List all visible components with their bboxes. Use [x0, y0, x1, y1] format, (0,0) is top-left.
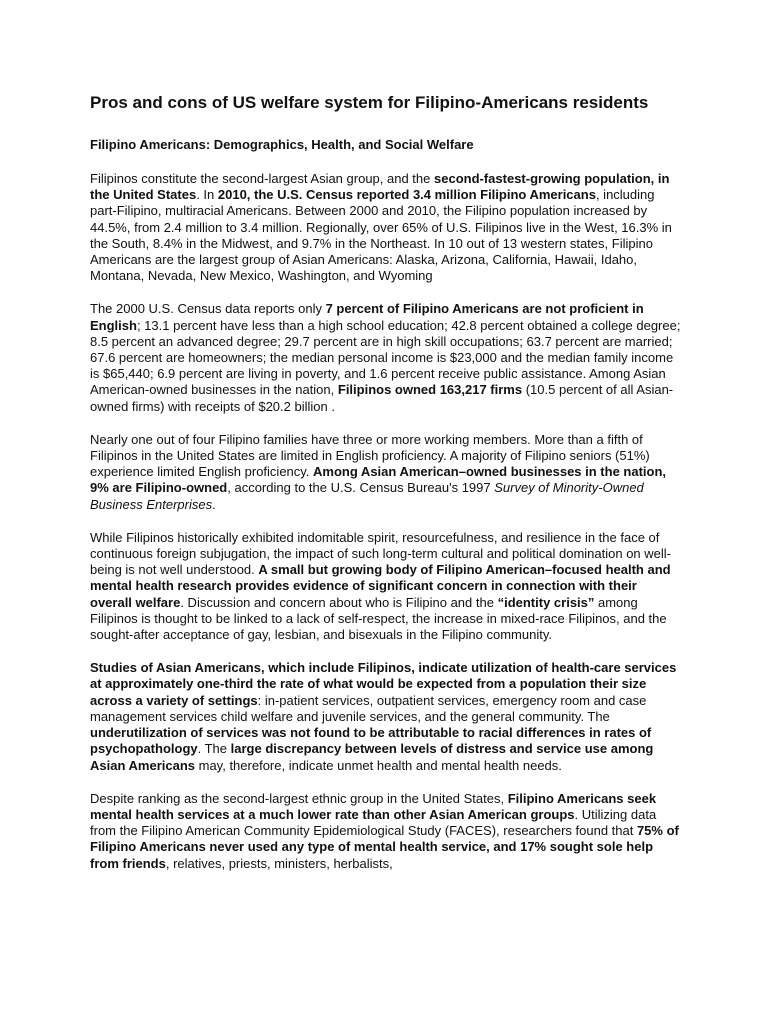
text-run: . Discussion and concern about who is Filipino and the [180, 594, 498, 610]
body-text [90, 171, 682, 872]
section-subtitle: Filipino Americans: Demographics, Health, and Social Welfare [90, 137, 474, 152]
page-title: Pros and cons of US welfare system for Filipino-Americans residents [90, 93, 649, 112]
paragraph-1 [90, 171, 682, 284]
text-run: may, therefore, indicate unmet health and mental health needs. [195, 757, 562, 773]
bold-run: A small but growing body of Filipino American–focused health and mental health research provides evidence of significant concern in connection with their overall welfare [90, 562, 671, 610]
text-run: . The [197, 741, 231, 757]
text-run: , according to the U.S. Census Bureau's 1997 [227, 480, 495, 496]
text-run: Despite ranking as the second-largest ethnic group in the United States, [90, 790, 508, 806]
text-run: (10.5 percent of all Asian-owned firms) with receipts of $20.2 billion . [90, 382, 674, 414]
text-run: . [212, 496, 216, 512]
text-run: Filipinos constitute the second-largest Asian group, and the [90, 171, 434, 186]
text-run: : in-patient services, outpatient services, emergency room and case management services child welfare and juvenile services, and the general community. The [90, 692, 647, 724]
paragraph-5 [90, 660, 682, 773]
bold-run: 7 percent of Filipino Americans are not proficient in English [90, 301, 644, 333]
bold-run: underutilization of services was not found to be attributable to racial differences in rates of psychopathology [90, 725, 652, 757]
bold-run: Studies of Asian Americans, which include Filipinos, indicate utilization of health-care services at approximately one-third the rate of what would be expected from a population their size across a variety of settings [90, 660, 677, 708]
paragraph-3 [90, 432, 682, 513]
bold-run: Filipinos owned 163,217 firms [337, 382, 523, 398]
text-run: , including part-Filipino, multiracial Americans. Between 2000 and 2010, the Filipino population increased by 44.5%, from 2.4 million to 3.4 million. Regionally, over 65% of U.S. Filipinos live in the West, 16.3% in the South, 8.4% in the Midwest, and 9.7% in the Northeast. In 10 out of 13 western states, Filipino Americans are the largest group of Asian Americans: Alaska, Arizona, California, Hawaii, Idaho, Montana, Nevada, New Mexico, Washington, and Wyoming [90, 187, 672, 284]
bold-run: second-fastest-growing population, in the United States [90, 171, 670, 203]
text-run: ; 13.1 percent have less than a high school education; 42.8 percent obtained a college degree; 8.5 percent an advanced degree; 29.7 percent are in high skill occupations; 63.7 percent are married; 67.6 percent are homeowners; the median personal income is $23,000 and the median family income is $65,440; 6.9 percent are living in poverty, and 1.6 percent receive public assistance. Among Asian American-owned businesses in the nation, [90, 317, 681, 398]
paragraph-2 [90, 301, 682, 414]
bold-run: 75% of Filipino Americans never used any type of mental health service, and 17% sought sole help from friends [90, 823, 679, 871]
bold-run: Filipino Americans seek mental health services at a much lower rate than other Asian American groups [90, 790, 657, 822]
paragraph-6 [90, 791, 682, 872]
bold-run: “identity crisis” [497, 594, 595, 610]
bold-run: large discrepancy between levels of distress and service use among Asian Americans [90, 741, 654, 773]
italic-run: Survey of Minority-Owned Business Enterprises [90, 480, 644, 512]
text-run: , relatives, priests, ministers, herbalists, [165, 855, 393, 871]
text-run: The 2000 U.S. Census data reports only [90, 301, 326, 317]
paragraph-4 [90, 530, 682, 643]
bold-run: Among Asian American–owned businesses in the nation, 9% are Filipino-owned [90, 464, 667, 496]
text-run: While Filipinos historically exhibited indomitable spirit, resourcefulness, and resilience in the face of continuous foreign subjugation, the impact of such long-term cultural and political domination on well-being is not well understood. [90, 529, 671, 578]
text-run: . Utilizing data from the Filipino American Community Epidemiological Study (FACES), researchers found that [90, 806, 657, 839]
text-run: among Filipinos is thought to be linked to a lack of self-respect, the increase in mixed-race Filipinos, and the sought-after acceptance of gay, lesbian, and bisexuals in the Filipino community. [90, 594, 667, 643]
bold-run: 2010, the U.S. Census reported 3.4 million Filipino Americans [217, 187, 596, 203]
text-run: Nearly one out of four Filipino families have three or more working members. More than a fifth of Filipinos in the United States are limited in English proficiency. A majority of Filipino seniors (51%) experience limited English proficiency. [90, 431, 650, 480]
text-run: . In [196, 187, 218, 203]
